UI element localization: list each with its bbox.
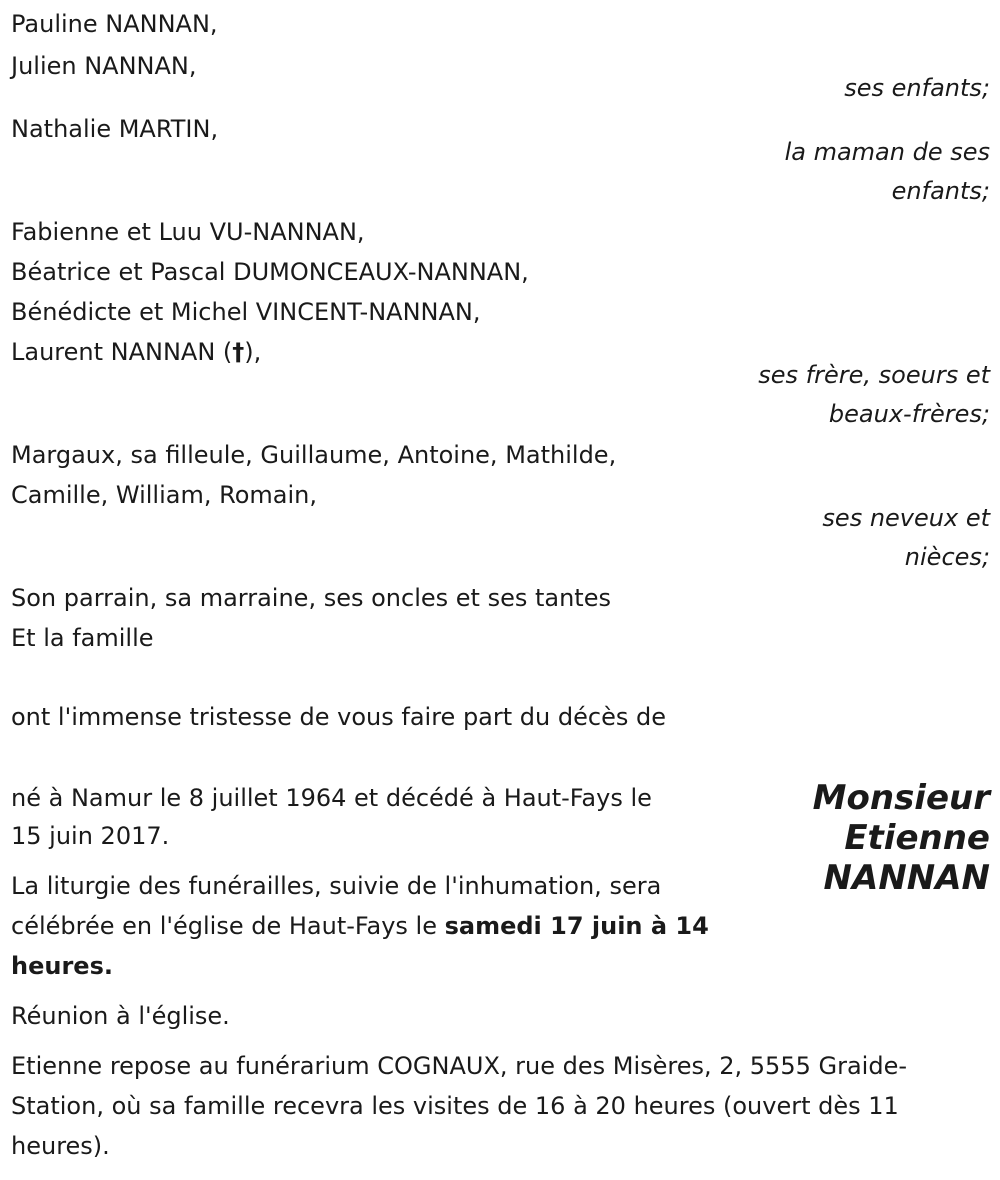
- deceased-title: Monsieur: [812, 778, 990, 818]
- liturgy-line-1: La liturgie des funérailles, suivie de l'inhumation, sera: [11, 872, 662, 900]
- sibling-4-suffix: ),: [244, 338, 262, 366]
- nephews-line-1: Margaux, sa filleule, Guillaume, Antoine, Mathilde,: [11, 441, 617, 469]
- liturgy-hours: heures.: [11, 952, 113, 980]
- announcement: ont l'immense tristesse de vous faire part du décès de: [11, 703, 666, 731]
- liturgy-date: samedi 17 juin à 14: [444, 912, 709, 940]
- sibling-4: [11, 332, 261, 372]
- child-name-2: Julien NANNAN,: [11, 52, 197, 80]
- sibling-1: Fabienne et Luu VU-NANNAN,: [11, 218, 365, 246]
- others-line-1: Son parrain, sa marraine, ses oncles et ses tantes: [11, 584, 611, 612]
- birth-line-2: 15 juin 2017.: [11, 822, 170, 850]
- sibling-4-name: Laurent NANNAN (: [11, 338, 233, 366]
- deceased-first-name: Etienne: [844, 818, 990, 858]
- mother-role-line-1: la maman de ses: [784, 138, 990, 166]
- mother-name: Nathalie MARTIN,: [11, 115, 219, 143]
- sibling-3: Bénédicte et Michel VINCENT-NANNAN,: [11, 298, 481, 326]
- siblings-role-line-2: beaux-frères;: [828, 400, 990, 428]
- rest-line-2: Station, où sa famille recevra les visites de 16 à 20 heures (ouvert dès 11: [11, 1092, 899, 1120]
- birth-line-1: né à Namur le 8 juillet 1964 et décédé à Haut-Fays le: [11, 784, 652, 812]
- cross-icon: †: [232, 338, 245, 366]
- nephews-line-2: Camille, William, Romain,: [11, 481, 317, 509]
- rest-line-3: heures).: [11, 1132, 110, 1160]
- children-role: ses enfants;: [844, 74, 990, 102]
- liturgy-line-2: [11, 906, 709, 946]
- siblings-role-line-1: ses frère, soeurs et: [758, 361, 990, 389]
- mother-role-line-2: enfants;: [891, 177, 990, 205]
- others-line-2: Et la famille: [11, 624, 154, 652]
- sibling-2: Béatrice et Pascal DUMONCEAUX-NANNAN,: [11, 258, 529, 286]
- nephews-role-line-1: ses neveux et: [822, 504, 990, 532]
- child-name-1: Pauline NANNAN,: [11, 10, 218, 38]
- meeting-info: Réunion à l'église.: [11, 1002, 230, 1030]
- deceased-name: [813, 778, 990, 898]
- nephews-role-line-2: nièces;: [904, 543, 990, 571]
- rest-line-1: Etienne repose au funérarium COGNAUX, rue des Misères, 2, 5555 Graide-: [11, 1052, 907, 1080]
- deceased-last-name: NANNAN: [823, 858, 990, 898]
- liturgy-line-2-text: célébrée en l'église de Haut-Fays le: [11, 912, 445, 940]
- liturgy-line-3: [11, 946, 113, 986]
